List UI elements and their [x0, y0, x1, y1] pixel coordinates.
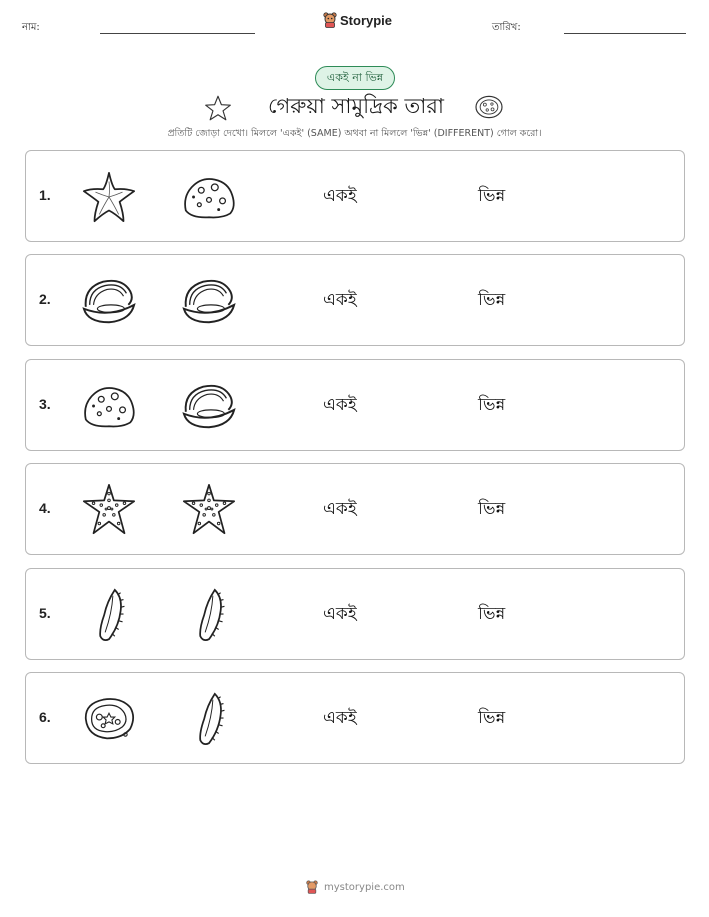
- different-option[interactable]: ভিন্ন: [478, 708, 506, 728]
- storypie-logo: [323, 12, 392, 28]
- clam-icon: [180, 272, 238, 330]
- same-option[interactable]: একই: [323, 186, 357, 206]
- same-option[interactable]: একই: [323, 499, 357, 519]
- question-number: 5.: [39, 605, 51, 621]
- starfish-icon: [204, 94, 232, 122]
- name-line[interactable]: [100, 33, 255, 34]
- same-option[interactable]: একই: [323, 708, 357, 728]
- question-number: 2.: [39, 291, 51, 307]
- different-option[interactable]: ভিন্ন: [478, 604, 506, 624]
- footer: [306, 880, 405, 894]
- sea-cucumber-icon: [80, 586, 138, 644]
- rock-icon: [180, 168, 238, 226]
- different-option[interactable]: ভিন্ন: [478, 499, 506, 519]
- spotted-starfish-icon: [180, 481, 238, 539]
- question-row: [25, 463, 685, 555]
- sea-cucumber-icon: [180, 586, 238, 644]
- bear-mascot-icon: [306, 880, 318, 894]
- question-row: [25, 359, 685, 451]
- clam-icon: [180, 377, 238, 435]
- page-title: গেরুয়া সামুদ্রিক তারা: [268, 94, 444, 118]
- spotted-starfish-icon: [80, 481, 138, 539]
- question-number: 4.: [39, 500, 51, 516]
- brand-name: Storypie: [340, 12, 393, 28]
- date-line[interactable]: [564, 33, 686, 34]
- same-option[interactable]: একই: [323, 604, 357, 624]
- different-option[interactable]: ভিন্ন: [478, 395, 506, 415]
- question-row: [25, 254, 685, 346]
- same-option[interactable]: একই: [323, 395, 357, 415]
- different-option[interactable]: ভিন্ন: [478, 186, 506, 206]
- rock-icon: [80, 377, 138, 435]
- question-number: 6.: [39, 709, 51, 725]
- bear-mascot-icon: [323, 12, 337, 28]
- activity-badge: একই না ভিন্ন: [315, 66, 395, 90]
- name-label: নাম:: [22, 22, 40, 33]
- sea-cucumber-icon: [180, 690, 238, 748]
- question-row: [25, 672, 685, 764]
- question-row: [25, 150, 685, 242]
- instructions: প্রতিটি জোড়া দেখো। মিললে 'একই' (SAME) অথবা না মিললে 'ভিন্ন' (DIFFERENT) গোল করো।: [167, 128, 542, 139]
- question-number: 3.: [39, 396, 51, 412]
- different-option[interactable]: ভিন্ন: [478, 290, 506, 310]
- question-row: [25, 568, 685, 660]
- clam-icon: [80, 272, 138, 330]
- question-number: 1.: [39, 187, 51, 203]
- same-option[interactable]: একই: [323, 290, 357, 310]
- sand-dollar-icon: [80, 690, 138, 748]
- title-row: [0, 90, 709, 124]
- footer-url: mystorypie.com: [324, 881, 405, 893]
- date-label: তারিখ:: [492, 22, 521, 33]
- sand-dollar-icon: [474, 94, 504, 120]
- starfish-icon: [80, 168, 138, 226]
